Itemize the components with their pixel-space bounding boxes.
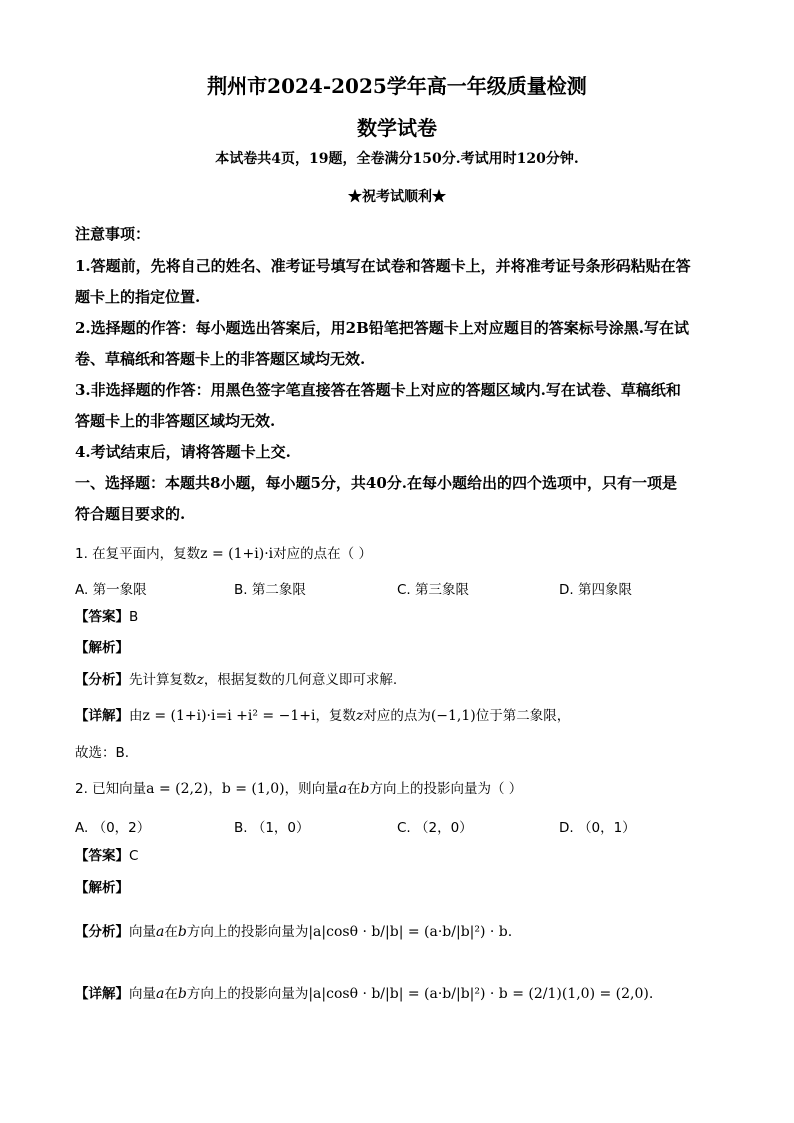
q2-fenxi-formula: |a|cosθ · b/|b| = (a·b/|b|²) · b.: [308, 924, 513, 940]
q1-stem-formula: z = (1+i)·i: [200, 546, 274, 562]
q1-stem: 1. 在复平面内，复数z = (1+i)·i对应的点在（ ）: [75, 546, 372, 562]
q1-option-c: C. 第三象限: [397, 582, 470, 598]
exam-title: 荆州市2024-2025学年高一年级质量检测: [207, 74, 587, 98]
note-2-line-1: 2.选择题的作答：每小题选出答案后，用2B铅笔把答题卡上对应题目的答案标号涂黑.写在试: [75, 319, 690, 337]
exam-info: 本试卷共4页，19题，全卷满分150分.考试用时120分钟.: [215, 151, 579, 167]
q1-answer: 【答案】B: [75, 609, 139, 625]
q2-option-a: A. （0，2）: [75, 820, 151, 836]
note-2-line-2: 卷、草稿纸和答题卡上的非答题区域均无效.: [75, 350, 366, 368]
q2-option-d: D. （0，1）: [559, 820, 636, 836]
notes-heading: 注意事项：: [75, 225, 151, 243]
q2-analysis-tag: 【解析】: [75, 880, 129, 896]
q2-option-c: C. （2，0）: [397, 820, 473, 836]
q1-detail-formula: z = (1+i)·i=i +i² = −1+i: [142, 708, 316, 724]
q1-analysis-tag: 【解析】: [75, 640, 129, 656]
q1-detail: 【详解】由z = (1+i)·i=i +i² = −1+i，复数z对应的点为(−1,1)位于第二象限，: [75, 708, 571, 724]
blessing: ★祝考试顺利★: [348, 189, 446, 205]
q2-answer: 【答案】C: [75, 848, 139, 864]
q2-detail: 【详解】向量a在b方向上的投影向量为|a|cosθ · b/|b| = (a·b/|b|²) · b = (2/1)(1,0) = (2,0).: [75, 986, 654, 1002]
note-1-line-2: 题卡上的指定位置.: [75, 288, 201, 306]
q2-detail-formula: |a|cosθ · b/|b| = (a·b/|b|²) · b = (2/1)(1,0) = (2,0).: [308, 986, 654, 1002]
note-3-line-1: 3.非选择题的作答：用黑色签字笔直接答在答题卡上对应的答题区域内.写在试卷、草稿纸和: [75, 381, 681, 399]
q2-option-b: B. （1，0）: [234, 820, 310, 836]
section-1-line-2: 符合题目要求的.: [75, 505, 186, 523]
q1-option-a: A. 第一象限: [75, 582, 147, 598]
note-4: 4.考试结束后，请将答题卡上交.: [75, 443, 291, 461]
note-1-line-1: 1.答题前，先将自己的姓名、准考证号填写在试卷和答题卡上，并将准考证号条形码粘贴在答: [75, 257, 691, 275]
subject-title: 数学试卷: [357, 116, 437, 140]
q1-option-b: B. 第二象限: [234, 582, 306, 598]
q2-stem: 2. 已知向量a = (2,2)，b = (1,0)，则向量a在b方向上的投影向量为（ ）: [75, 781, 523, 797]
note-3-line-2: 答题卡上的非答题区域均无效.: [75, 412, 276, 430]
q2-fenxi: 【分析】向量a在b方向上的投影向量为|a|cosθ · b/|b| = (a·b/|b|²) · b.: [75, 924, 513, 940]
q1-option-d: D. 第四象限: [559, 582, 632, 598]
q1-fenxi: 【分析】先计算复数z，根据复数的几何意义即可求解.: [75, 672, 398, 688]
q1-conclusion: 故选：B.: [75, 745, 130, 761]
section-1-line-1: 一、选择题：本题共8小题，每小题5分，共40分.在每小题给出的四个选项中，只有一项是: [75, 474, 677, 492]
